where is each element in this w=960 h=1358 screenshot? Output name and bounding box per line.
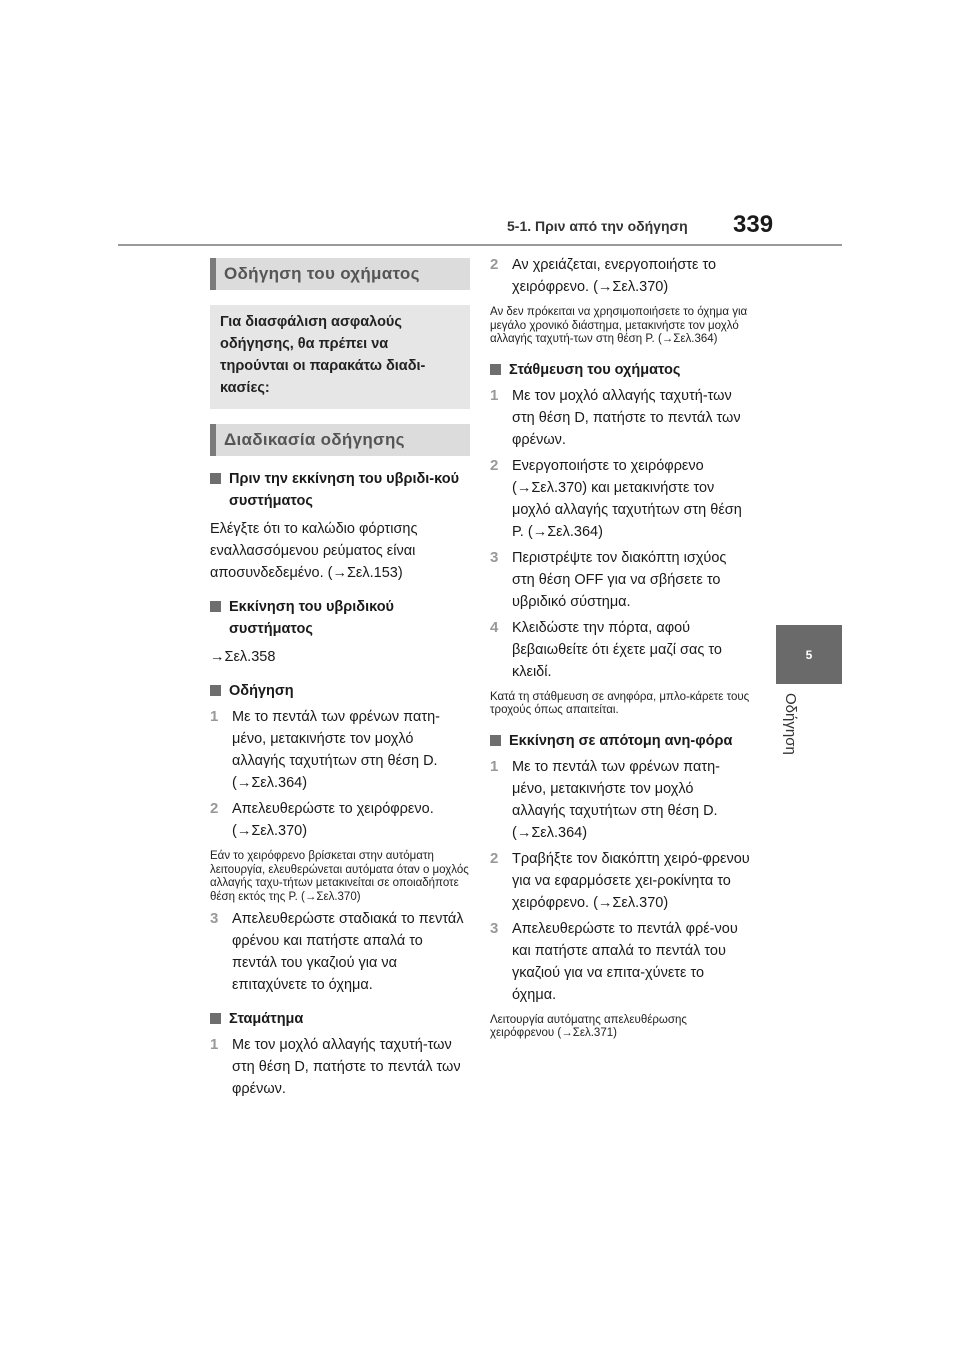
square-bullet-icon (490, 735, 501, 746)
step-number: 3 (490, 548, 499, 566)
step-item (490, 385, 750, 451)
subheading-parking (490, 359, 750, 381)
subheading-stopping (210, 1008, 470, 1030)
right-column (490, 254, 750, 1041)
step-text: Απελευθερώστε σταδιακά το πεντάλ φρένου και πατήστε απαλά το πεντάλ του γκαζιού για να επιταχύνετε το όχημα. (232, 911, 464, 993)
step-text: Τραβήξτε τον διακόπτη χειρό-φρενου για να εφαρμόσετε χει-ροκίνητα το χειρόφρενο. (→Σελ.370) (512, 850, 750, 911)
step-text: Απελευθερώστε το χειρόφρενο. (→Σελ.370) (232, 801, 434, 839)
chapter-label: Οδήγηση (782, 693, 799, 755)
step-item (490, 848, 750, 914)
step-number: 2 (490, 456, 499, 474)
note: Αν δεν πρόκειται να χρησιμοποιήσετε το όχημα για μεγάλο χρονικό διάστημα, μετακινήστε τον μοχλό αλλαγής ταχυτή-των στη θέση P. (→Σελ.364) (490, 306, 748, 345)
step-text: Με τον μοχλό αλλαγής ταχυτή-των στη θέση D, πατήστε το πεντάλ των φρένων. (232, 1037, 461, 1097)
step-text: Με το πεντάλ των φρένων πατη-μένο, μετακινήστε τον μοχλό αλλαγής ταχυτήτων στη θέση D. (→Σελ.364) (512, 758, 720, 841)
intro-box: Για διασφάλιση ασφαλούς οδήγησης, θα πρέπει να τηρούνται οι παρακάτω διαδι-κασίες: (210, 305, 470, 409)
step-number: 1 (210, 1036, 219, 1053)
subheading-text: Πριν την εκκίνηση του υβριδι-κού συστήματος (229, 471, 460, 509)
square-bullet-icon (210, 1013, 221, 1024)
chapter-number: 5 (805, 647, 813, 662)
subheading-text: Εκκίνηση σε απότομη ανη-φόρα (509, 732, 733, 749)
subheading-before-start (210, 468, 470, 512)
step-text: Ενεργοποιήστε το χειρόφρενο (→Σελ.370) και μετακινήστε τον μοχλό αλλαγής ταχυτήτων στη θέση P. (→Σελ.364) (512, 457, 742, 540)
step-number: 3 (210, 910, 219, 927)
step-text: Απελευθερώστε το πεντάλ φρέ-νου και πατήστε απαλά το πεντάλ του γκαζιού για να επιτα-χύνετε το όχημα. (512, 920, 738, 1003)
step-item (490, 547, 750, 613)
step-text: Με το πεντάλ των φρένων πατη-μένο, μετακινήστε τον μοχλό αλλαγής ταχυτήτων στη θέση D. (→Σελ.364) (232, 709, 440, 791)
step-item (490, 617, 750, 683)
step-item (210, 706, 470, 794)
step-number: 2 (210, 800, 219, 817)
step-number: 1 (210, 708, 219, 725)
subheading-text: Οδήγηση (229, 683, 294, 699)
step-number: 2 (490, 849, 499, 867)
step-item (490, 918, 750, 1006)
step-text: Περιστρέψτε τον διακόπτη ισχύος στη θέση OFF για να σβήσετε το υβριδικό σύστημα. (512, 549, 727, 610)
header-divider (118, 244, 842, 246)
paragraph: →Σελ.358 (210, 649, 276, 665)
step-item (210, 798, 470, 842)
subheading-text: Στάθμευση του οχήματος (509, 361, 681, 378)
step-number: 2 (490, 256, 499, 273)
step-item (210, 908, 470, 996)
step-text: Με τον μοχλό αλλαγής ταχυτή-των στη θέση D, πατήστε το πεντάλ των φρένων. (512, 387, 741, 448)
subheading-text: Σταμάτημα (229, 1011, 304, 1027)
step-number: 1 (490, 757, 499, 775)
step-text: Κλειδώστε την πόρτα, αφού βεβαιωθείτε ότι έχετε μαζί σας το κλειδί. (512, 619, 722, 680)
subheading-start (210, 596, 470, 640)
square-bullet-icon (210, 473, 221, 484)
page-number: 339 (733, 211, 774, 238)
step-item (210, 1034, 470, 1100)
paragraph: Ελέγξτε ότι το καλώδιο φόρτισης εναλλασσόμενου ρεύματος είναι αποσυνδεδεμένο. (→Σελ.153) (210, 521, 418, 581)
note: Κατά τη στάθμευση σε ανηφόρα, μπλο-κάρετε τους τροχούς όπως απαιτείται. (490, 690, 750, 716)
square-bullet-icon (210, 685, 221, 696)
section-title: 5-1. Πριν από την οδήγηση (507, 218, 688, 234)
left-column (210, 258, 470, 1100)
step-text: Αν χρειάζεται, ενεργοποιήστε το χειρόφρενο. (→Σελ.370) (512, 257, 717, 295)
subsection-heading: Διαδικασία οδήγησης (210, 424, 470, 456)
subheading-driving (210, 680, 470, 702)
step-number: 4 (490, 618, 499, 636)
step-number: 1 (490, 386, 499, 404)
square-bullet-icon (490, 364, 501, 375)
subheading-text: Εκκίνηση του υβριδικού συστήματος (229, 599, 395, 637)
section-heading: Οδήγηση του οχήματος (210, 258, 470, 290)
step-item (490, 455, 750, 543)
note: Εάν το χειρόφρενο βρίσκεται στην αυτόματη λειτουργία, ελευθερώνεται αυτόματα όταν ο μοχλός αλλαγής ταχυ-τήτων μετακινείται σε οποιαδήποτε θέση εκτός της P. (→Σελ.370) (210, 850, 469, 903)
note: Λειτουργία αυτόματης απελευθέρωσης χειρόφρενου (→Σελ.371) (490, 1013, 687, 1039)
square-bullet-icon (210, 601, 221, 612)
step-number: 3 (490, 919, 499, 937)
step-item (490, 756, 750, 844)
subheading-uphill (490, 730, 750, 752)
chapter-tab (776, 625, 842, 684)
step-item (490, 254, 750, 298)
